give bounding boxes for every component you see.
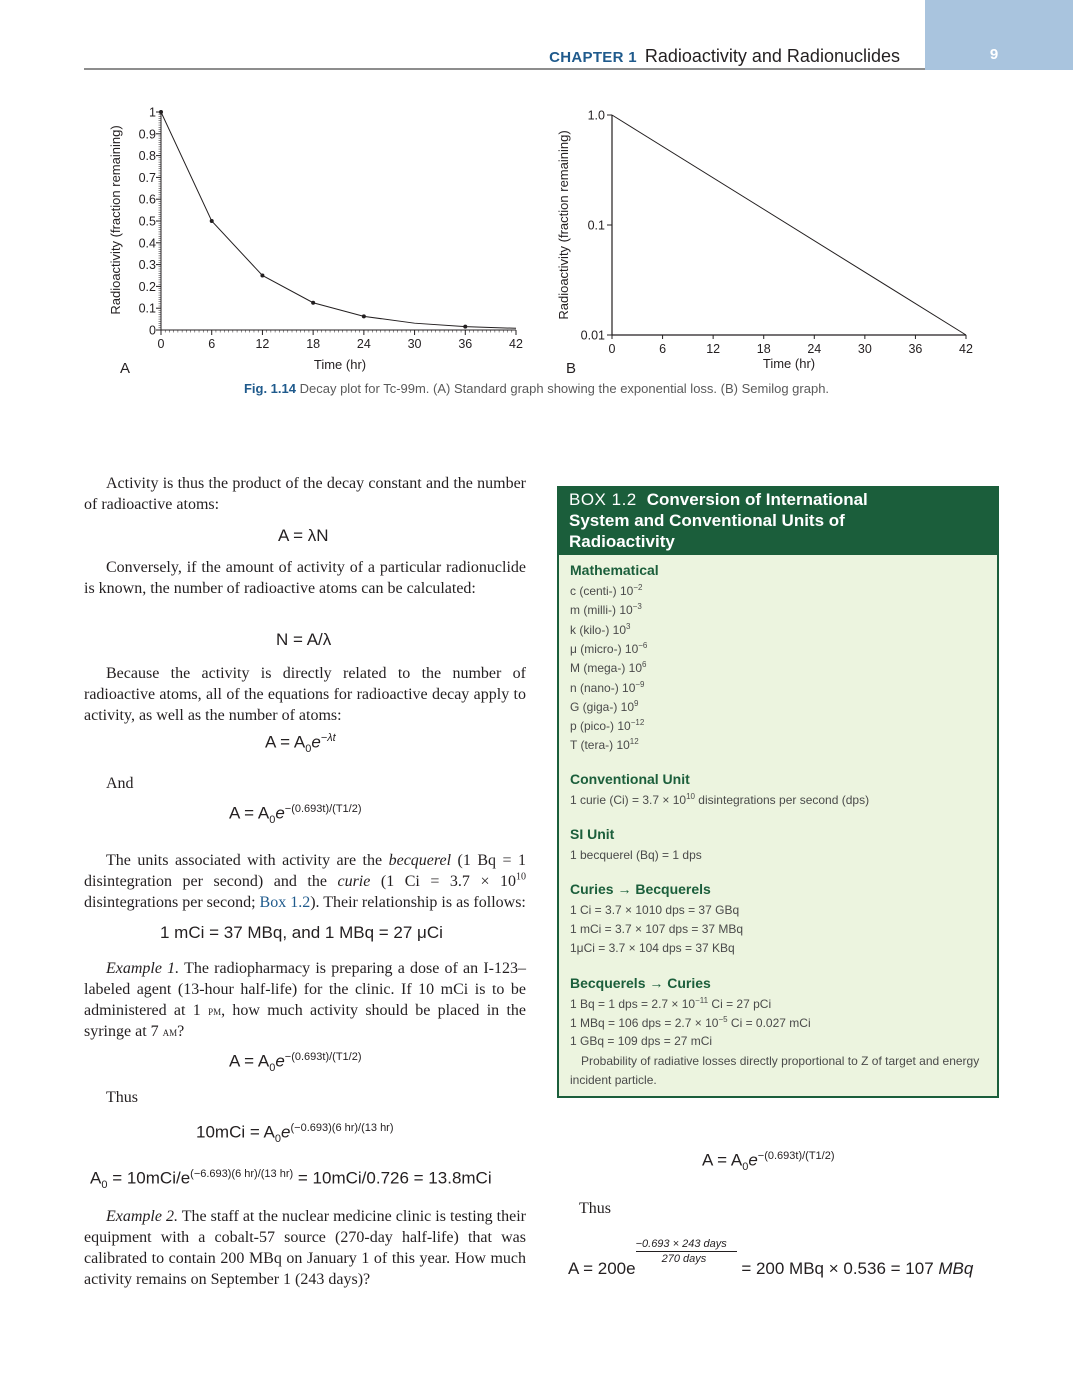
chart-a-point xyxy=(362,314,366,318)
page-number: 9 xyxy=(989,46,999,63)
box-c2b-line-1: 1 Ci = 3.7 × 1010 dps = 37 GBq xyxy=(570,903,740,917)
chart-b-y-tick-label: 0.01 xyxy=(580,328,605,343)
box-title-line-2: System and Conventional Units of xyxy=(569,511,845,530)
chart-a-y-tick-label: 1 xyxy=(149,105,156,120)
equation-n-a-lambda: N = A/λ xyxy=(276,630,332,649)
chart-a-y-ticks xyxy=(139,106,161,338)
chart-a-y-tick-label: 0.1 xyxy=(138,301,156,316)
chart-a-y-tick-label: 0.4 xyxy=(138,236,156,251)
chart-a-x-tick-label: 24 xyxy=(356,337,371,351)
box-b2c-line-1: 1 Bq = 1 dps = $2.7 \times 10^{-11}$ Ci = 27 pCi xyxy=(570,996,772,1011)
equation-decay-halflife: $A = A_0e^{-(0.693t)/(T1/2)}$ xyxy=(229,803,362,827)
chart-b-series-line xyxy=(612,115,966,335)
box-section-si: SI Unit xyxy=(570,826,615,842)
chart-a-panel-label: A xyxy=(120,360,131,377)
box-title-line-3: Radioactivity xyxy=(569,532,675,551)
equation-example-2-formula: $A = A_0e^{-(0.693t)/(T1/2)}$ xyxy=(702,1150,835,1174)
chart-b-x-ticks xyxy=(609,335,973,356)
figure-caption-label: Fig. 1.14 xyxy=(243,381,296,396)
thus-label-2: Thus xyxy=(579,1200,611,1217)
box-math-item: G (giga-) $10^9$ xyxy=(570,698,639,714)
box-section-becquerels-to-curies: Becquerels → Curies xyxy=(570,975,711,991)
chart-b-x-tick-label: 6 xyxy=(659,342,667,356)
header-rule xyxy=(84,68,925,70)
box-section-curies-to-becquerels: Curies → Becquerels xyxy=(570,881,711,897)
chart-a-y-tick-label: 0.7 xyxy=(138,170,156,185)
chart-b-x-tick-label: 18 xyxy=(756,342,771,356)
chart-b-y-ticks xyxy=(581,109,612,343)
box-math-item: M (mega-) $10^6$ xyxy=(570,660,647,676)
equation-example-1-formula: $A = A_0e^{-(0.693t)/(T1/2)}$ xyxy=(229,1051,362,1075)
chart-b-x-tick-label: 36 xyxy=(908,342,923,356)
chart-a-x-tick-label: 42 xyxy=(509,337,523,351)
box-math-item: k (kilo-) $10^3$ xyxy=(570,621,631,637)
box-1-2-link[interactable]: Box 1.2 xyxy=(259,894,311,911)
chart-b-x-tick-label: 24 xyxy=(807,342,822,356)
box-section-mathematical: Mathematical xyxy=(570,562,659,578)
box-si-line: 1 becquerel (Bq) = 1 dps xyxy=(570,848,702,862)
box-c2b-line-3: 1μCi = 3.7 × 104 dps = 37 KBq xyxy=(570,941,735,955)
paragraph-conversely: Conversely, if the amount of activity of a particular radionuclide is known, the number of radioactive atoms can be calculated: xyxy=(84,559,526,597)
chart-b-x-tick-label: 42 xyxy=(959,342,973,356)
chart-b-y-tick-label: 0.1 xyxy=(587,218,605,233)
chart-a-point xyxy=(463,325,467,329)
box-b2c-note: Probability of radiative losses directly proportional to Z of target and energy incident particle. xyxy=(570,1054,980,1087)
figure-caption-text: Decay plot for Tc-99m. (A) Standard graph showing the exponential loss. (B) Semilog graph. xyxy=(299,381,830,396)
chart-b-x-tick-label: 30 xyxy=(857,342,872,356)
chart-a-series-line xyxy=(161,112,516,328)
equation-example-1-substituted: $10mCi = A_0e^{(-0.693)(6 hr)/(13 hr)}$ xyxy=(196,1122,394,1146)
chart-a-x-tick-label: 0 xyxy=(157,337,165,351)
equation-example-2-result: A = 200e −0.693 × 243 days 270 days = 200 MBq × 0.536 = 107 MBq xyxy=(568,1238,974,1278)
paragraph-activity-product: Activity is thus the product of the decay constant and the number of radioactive atoms: xyxy=(84,475,526,513)
box-tag: BOX 1.2 xyxy=(569,490,637,509)
chart-a-points xyxy=(159,110,467,329)
chart-a-standard-decay xyxy=(100,98,540,378)
paragraph-because: Because the activity is directly related to the number of radioactive atoms, all of the equations for radioactive decay apply to activity, as well as the number of atoms: xyxy=(84,665,526,724)
box-math-item: c (centi-) $10^{-2}$ xyxy=(570,583,643,598)
chart-a-x-tick-label: 36 xyxy=(458,337,473,351)
chart-a-y-axis-label: Radioactivity (fraction remaining) xyxy=(108,125,123,315)
chart-b-x-axis-label: Time (hr) xyxy=(762,356,816,371)
chart-a-point xyxy=(260,274,264,278)
chart-b-semilog-decay xyxy=(548,98,988,378)
box-section-conventional: Conventional Unit xyxy=(570,771,690,787)
thus-label-1: Thus xyxy=(106,1089,138,1106)
chart-a-y-tick-label: 0.3 xyxy=(138,258,156,273)
chart-b-x-tick-label: 12 xyxy=(706,342,721,356)
chapter-label: CHAPTER 1 xyxy=(549,49,637,66)
paragraph-example-1: Example 1. The radiopharmacy is preparing a dose of an I-123–labeled agent (13-hour half-life) for the clinic. If 10 mCi is to be administered at 1 pm, how much activity should be placed in the syringe at 7 am? xyxy=(84,960,527,1040)
chart-a-y-tick-label: 0.9 xyxy=(138,127,156,142)
chart-b-x-tick-label: 0 xyxy=(608,342,616,356)
eq10-numerator: −0.693 × 243 days xyxy=(635,1238,727,1250)
chart-a-x-tick-label: 12 xyxy=(255,337,270,351)
chart-b-y-axis-label: Radioactivity (fraction remaining) xyxy=(556,130,571,320)
box-title-line-1: Conversion of International xyxy=(646,490,868,509)
chart-b-panel-label: B xyxy=(566,360,577,377)
chart-a-y-tick-label: 0.8 xyxy=(138,149,156,164)
equation-example-1-result: $A_0 = 10mCi/e^{(-6.693)(6 hr)/(13 hr)} = 10mCi/0.726 = 13.8mCi$ xyxy=(90,1168,492,1192)
box-c2b-line-2: 1 mCi = 3.7 × 107 dps = 37 MBq xyxy=(570,922,744,936)
chart-a-point xyxy=(159,110,163,114)
and-label: And xyxy=(106,775,134,792)
equation-mci-mbq: 1 mCi = 37 MBq, and 1 MBq = 27 μCi xyxy=(160,923,443,942)
chapter-title: Radioactivity and Radionuclides xyxy=(644,46,900,66)
box-math-item: m (milli-) $10^{-3}$ xyxy=(570,602,642,618)
box-1-2 xyxy=(557,486,999,1098)
box-conventional-line: 1 curie $(Ci) = 3.7 \times 10^{10}$ disintegrations per second (dps) xyxy=(570,792,870,807)
chart-b-y-tick-label: 1.0 xyxy=(587,108,605,123)
chart-a-y-tick-label: 0.5 xyxy=(138,214,156,229)
chart-a-x-ticks xyxy=(158,330,523,351)
chart-a-y-tick-label: 0.6 xyxy=(138,192,156,207)
box-b2c-line-2: 1 MBq = 106 dps = $2.7 \times 10^{-5}$ Ci = 0.027 mCi xyxy=(570,1015,811,1030)
box-math-item: T (tera-) $10^{12}$ xyxy=(570,737,639,753)
chart-a-y-tick-label: 0.2 xyxy=(138,279,156,294)
equation-a-lambda-n: A = λN xyxy=(278,526,329,545)
chart-a-point xyxy=(311,301,315,305)
chart-a-point xyxy=(210,219,214,223)
chart-a-x-axis-label: Time (hr) xyxy=(313,357,367,372)
chart-a-x-tick-label: 6 xyxy=(208,337,216,351)
box-math-item: p (pico-) $10^{-12}$ xyxy=(570,718,645,734)
box-header xyxy=(559,488,997,555)
eq10-denominator: 270 days xyxy=(661,1253,707,1265)
box-math-item: n (nano-) $10^{-9}$ xyxy=(570,679,645,695)
paragraph-example-2: Example 2. The staff at the nuclear medicine clinic is testing their equipment with a cobalt-57 source (270-day half-life) that was calibrated to contain 200 MBq on January 1 of this year. How much activity remains on September 1 (243 days)? xyxy=(84,1208,527,1288)
equation-decay-lambda: $A = A_0e^{-\lambda t}$ xyxy=(265,732,336,756)
figure-caption xyxy=(0,381,1073,396)
box-b2c-line-3: 1 GBq = 109 dps = 27 mCi xyxy=(570,1034,713,1048)
paragraph-units: The units associated with activity are the becquerel (1 Bq = 1 disintegration per second) and the curie (1 $Ci = 3.7 \times 10^{10}$ disintegrations per second; Box 1.2). Their relationship is as follows: xyxy=(84,852,527,911)
box-math-item: μ (micro-) $10^{-6}$ xyxy=(570,640,648,656)
chart-a-y-tick-label: 0 xyxy=(149,323,156,338)
chart-a-x-tick-label: 30 xyxy=(407,337,422,351)
chart-a-x-tick-label: 18 xyxy=(306,337,321,351)
running-header xyxy=(549,46,900,67)
